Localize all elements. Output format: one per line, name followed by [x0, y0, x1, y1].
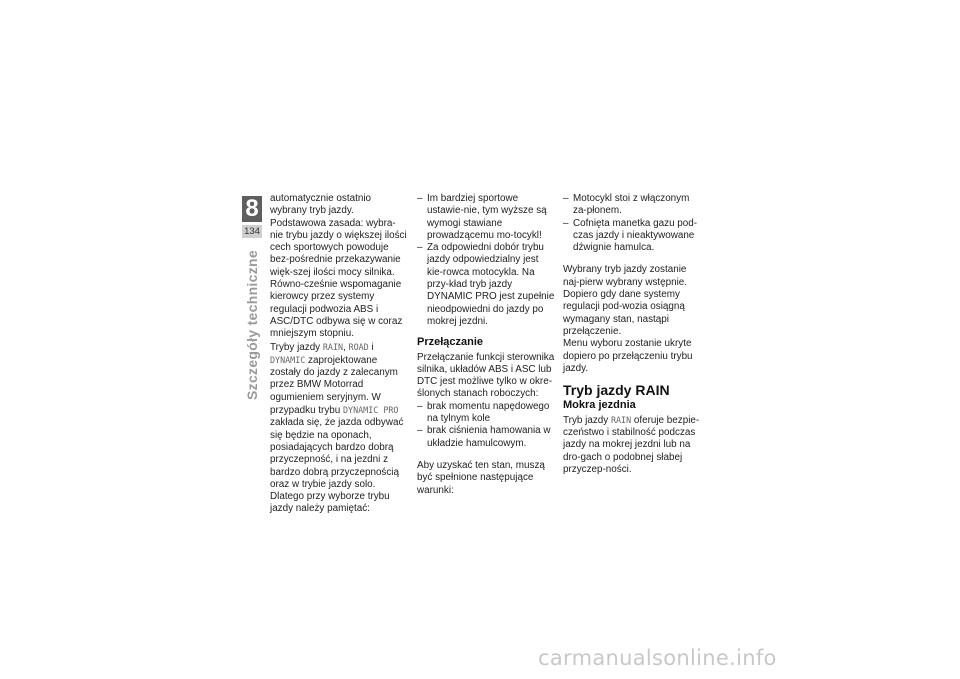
chapter-number: 8 [242, 196, 262, 222]
subsection-heading: Mokra jezdnia [563, 399, 636, 412]
list-item: – Im bardziej sportowe ustawie-nie, tym wyższe są wymogi stawiane prowadzącemu mo-tocykl! [417, 193, 555, 242]
paragraph: Wybrany tryb jazdy zostanie naj-pierw wybrany wstępnie. Dopiero gdy dane systemy regulacji pod-wozia osiągną wymagany stan, nastąpi przełączenie. [563, 264, 688, 337]
text-column-3 [563, 193, 701, 476]
text-column-1 [270, 193, 408, 516]
list-item: – Motocykl stoi z włączonym za-płonem. [563, 193, 701, 218]
mode-dynamic: DYNAMIC [270, 354, 306, 365]
text-column-2 [417, 193, 555, 497]
page-number: 134 [242, 225, 262, 238]
list-item: – Za odpowiedni dobór trybu jazdy odpowiedzialny jest kie-rowca motocykla. Na przy-kład tryb jazdy DYNAMIC PRO jest zupełnie nieodpowiedni do jazdy po mokrej jezdni. [417, 242, 555, 328]
paragraph-driving-modes: Tryby jazdy RAIN, ROAD i DYNAMIC zaprojektowane zostały do jazdy z zalecanym przez BMW Motorrad ogumieniem seryjnym. W przypadku trybu DYNAMIC PRO zakłada się, że jazda odbywać się będzie na oponach, posiadających bardzo dobrą przyczepność, i na jezdni z bardzo dobrą przyczepnością oraz w trybie jazdy solo. [270, 341, 404, 490]
mode-dynamic-pro: DYNAMIC PRO [343, 405, 399, 416]
mode-rain: RAIN [610, 414, 632, 425]
mode-road: ROAD [348, 341, 369, 352]
watermark: carmanualsonline.info [538, 646, 777, 670]
paragraph: Dlatego przy wyborze trybu jazdy należy pamiętać: [270, 491, 390, 515]
mode-rain: RAIN [322, 341, 344, 352]
bullet-list [417, 193, 555, 328]
paragraph: Menu wyboru zostanie ukryte dopiero po przełączeniu trybu jazdy. [563, 338, 693, 374]
paragraph: Przełączanie funkcji sterownika silnika, układów ABS i ASC lub DTC jest możliwe tylko w okre-ślonych stanach roboczych: [417, 351, 555, 400]
bullet-list [563, 193, 701, 254]
paragraph: automatycznie ostatnio wybrany tryb jazdy. [270, 193, 372, 217]
paragraph: Podstawowa zasada: wybra-nie trybu jazdy o większej ilości cech sportowych powoduje bez-pośrednie przekazywanie więk-szej ilości mocy silnika. Równo-cześnie wspomaganie kierowcy przez systemy regulacji podwozia ABS i ASC/DTC odbywa się w coraz mniejszym stopniu. [270, 217, 407, 340]
list-item: – Cofnięta manetka gazu pod-czas jazdy i nieaktywowane dźwignie hamulca. [563, 218, 701, 255]
section-heading: Tryb jazdy RAIN [563, 382, 670, 399]
list-item: – brak ciśnienia hamowania w układzie hamulcowym. [417, 425, 555, 450]
list-item: – brak momentu napędowego na tylnym kole [417, 401, 555, 426]
bullet-list [417, 401, 555, 450]
paragraph-rain-mode: Tryb jazdy RAIN oferuje bezpie-czeństwo i stabilność podczas jazdy na mokrej jezdni lub na dro-gach o podobnej słabej przyczep-ności. [563, 414, 700, 475]
chapter-title: Szczegóły techniczne [244, 250, 260, 400]
section-heading: Przełączanie [417, 336, 484, 349]
paragraph: Aby uzyskać ten stan, muszą być spełnione następujące warunki: [417, 459, 545, 496]
